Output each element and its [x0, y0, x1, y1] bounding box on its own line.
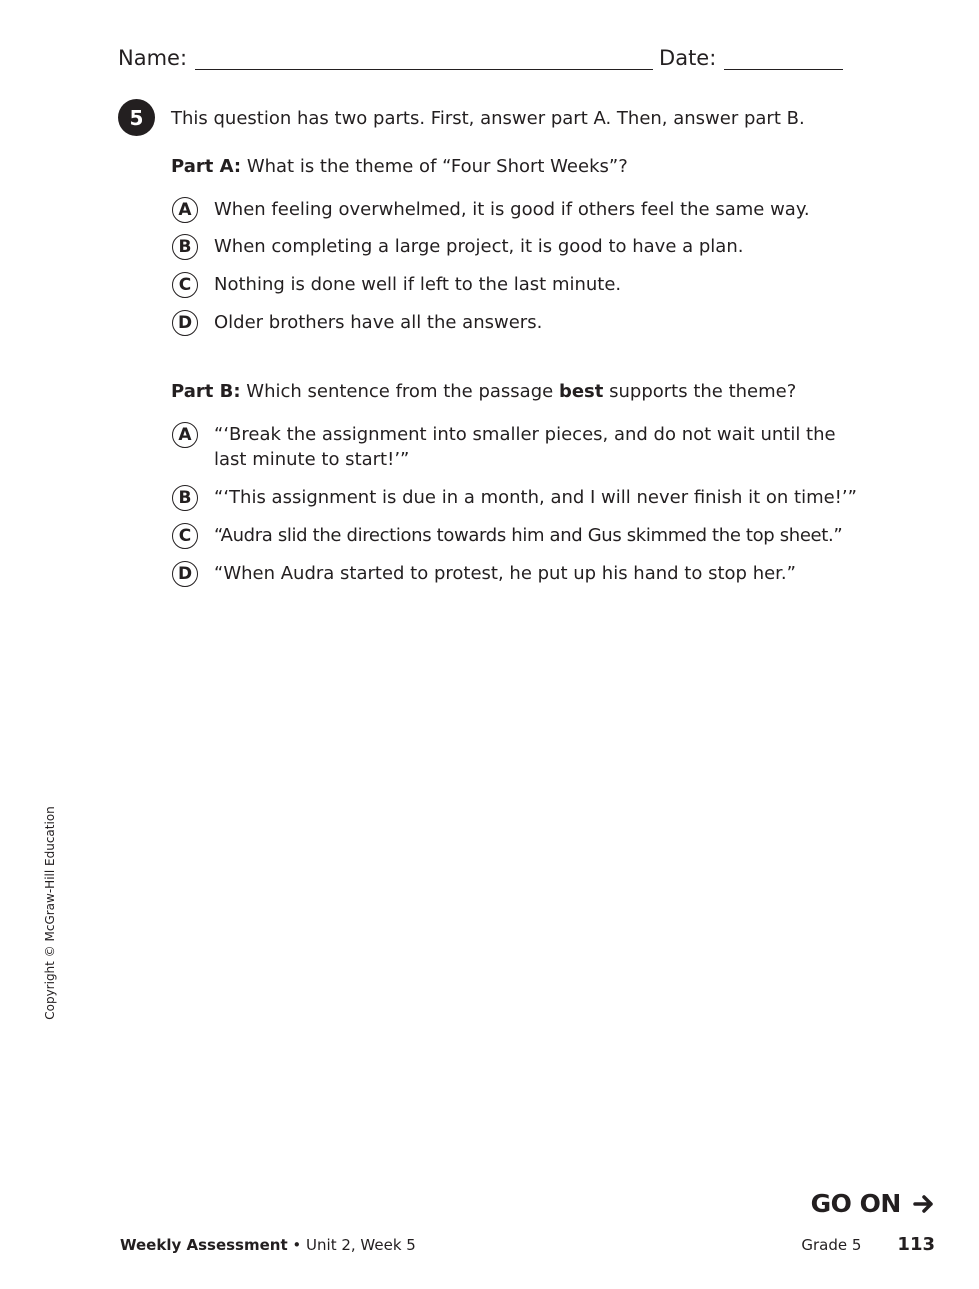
option-text-line-2: last minute to start!’”: [214, 449, 410, 470]
arrow-right-icon: [913, 1194, 935, 1214]
name-field[interactable]: [195, 49, 653, 70]
footer-page-info: [801, 1234, 935, 1255]
option-text: Nothing is done well if left to the last minute.: [214, 274, 622, 295]
option-text: [214, 422, 836, 472]
option-text: “Audra slid the directions towards him and Gus skimmed the top sheet.”: [214, 525, 843, 546]
part-b-option-b[interactable]: [172, 485, 857, 511]
question-intro: This question has two parts. First, answer part A. Then, answer part B.: [171, 108, 805, 129]
part-a-option-d[interactable]: [172, 310, 542, 336]
part-b-prompt-end: supports the theme?: [609, 381, 797, 402]
part-b-prompt: [171, 379, 796, 404]
option-text: “When Audra started to protest, he put up his hand to stop her.”: [214, 563, 796, 584]
part-b-option-d[interactable]: [172, 561, 796, 587]
footer-unit: Unit 2, Week 5: [306, 1236, 416, 1254]
go-on-label: GO ON: [810, 1189, 901, 1218]
answer-bubble-c[interactable]: C: [172, 272, 198, 298]
part-a-option-b[interactable]: [172, 234, 743, 260]
question-number: 5: [118, 99, 155, 136]
answer-bubble-c[interactable]: C: [172, 523, 198, 549]
date-label: Date:: [659, 46, 717, 70]
part-a-option-a[interactable]: [172, 197, 810, 223]
part-b-prompt-start: Which sentence from the passage: [246, 381, 554, 402]
footer-title: Weekly Assessment: [120, 1236, 288, 1254]
part-b-prompt-emphasis: best: [558, 381, 604, 402]
option-text: When feeling overwhelmed, it is good if others feel the same way.: [214, 199, 810, 220]
option-text: “‘This assignment is due in a month, and I will never finish it on time!’”: [214, 487, 857, 508]
option-text-line-1: “‘Break the assignment into smaller pieces, and do not wait until the: [214, 424, 836, 445]
part-b-option-c[interactable]: [172, 523, 842, 549]
answer-bubble-b[interactable]: B: [172, 485, 198, 511]
name-label: Name:: [118, 46, 188, 70]
part-a-question: What is the theme of “Four Short Weeks”?: [246, 156, 628, 177]
part-b-label: Part B:: [171, 381, 241, 402]
part-b-option-a[interactable]: [172, 422, 836, 472]
footer-separator: •: [292, 1236, 302, 1254]
answer-bubble-d[interactable]: D: [172, 310, 198, 336]
footer-assessment-info: [120, 1236, 416, 1254]
name-date-row: [118, 46, 849, 70]
part-a-prompt: [171, 154, 628, 179]
page-number: 113: [897, 1234, 935, 1255]
part-a-option-c[interactable]: [172, 272, 621, 298]
date-field[interactable]: [724, 49, 843, 70]
copyright-notice: Copyright © McGraw-Hill Education: [43, 806, 57, 1020]
footer-grade: Grade 5: [801, 1236, 862, 1254]
option-text: Older brothers have all the answers.: [214, 312, 543, 333]
answer-bubble-a[interactable]: A: [172, 422, 198, 448]
part-a-label: Part A:: [171, 156, 242, 177]
go-on-indicator: [811, 1189, 935, 1218]
answer-bubble-a[interactable]: A: [172, 197, 198, 223]
answer-bubble-b[interactable]: B: [172, 234, 198, 260]
answer-bubble-d[interactable]: D: [172, 561, 198, 587]
option-text: When completing a large project, it is good to have a plan.: [214, 236, 744, 257]
